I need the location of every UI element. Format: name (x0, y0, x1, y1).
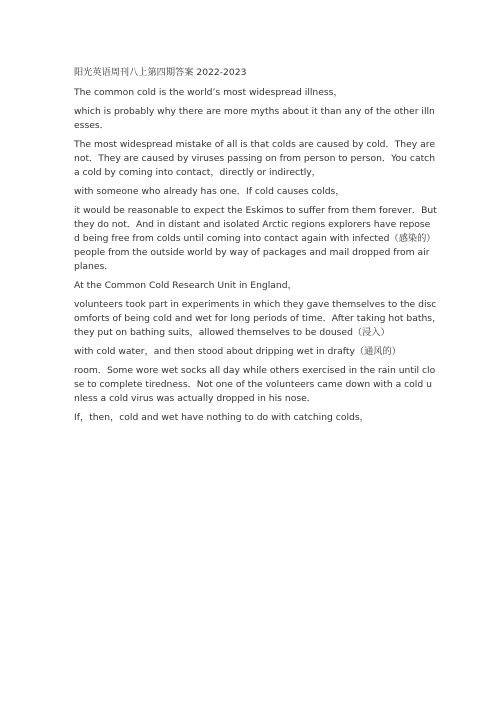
text-line: they put on bathing suits，allowed themselves to be doused（浸入） (74, 327, 390, 338)
text-line: nless a cold virus was actually dropped in his nose． (74, 393, 316, 404)
text-line: se to complete tiredness．Not one of the volunteers came down with a cold u (74, 379, 432, 390)
document-title: 阳光英语周刊八上第四期答案 2022-2023 (74, 67, 247, 78)
text-line: omforts of being cold and wet for long periods of time．After taking hot baths， (74, 313, 442, 324)
document-body (74, 66, 442, 425)
text-line: At the Common Cold Research Unit in England， (74, 280, 297, 291)
text-line: with cold water，and then stood about dripping wet in drafty（通风的） (74, 346, 401, 357)
text-line: d being free from colds until coming into contact again with infected（感染的） (74, 233, 436, 244)
text-line: The most widespread mistake of all is that colds are caused by cold．They are (74, 139, 435, 150)
text-line: a cold by coming into contact，directly or indirectly， (74, 167, 321, 178)
text-line: volunteers took part in experiments in which they gave themselves to the disc (74, 299, 437, 310)
text-line: people from the outside world by way of packages and mail dropped from air (74, 247, 430, 258)
text-line: planes． (74, 261, 114, 272)
text-line: it would be reasonable to expect the Eskimos to suffer from them forever．But (74, 205, 437, 216)
text-line: If，then，cold and wet have nothing to do with catching colds， (74, 412, 369, 423)
text-line: esses． (74, 120, 109, 131)
text-line: which is probably why there are more myths about it than any of the other illn (74, 106, 435, 117)
text-line: not．They are caused by viruses passing on from person to person．You catch (74, 153, 436, 164)
text-line: they do not．And in distant and isolated Arctic regions explorers have repose (74, 219, 431, 230)
text-line: The common cold is the world’s most widespread illness， (74, 87, 343, 98)
text-line: room．Some wore wet socks all day while others exercised in the rain until clo (74, 365, 436, 376)
text-line: with someone who already has one．If cold causes colds， (74, 186, 345, 197)
